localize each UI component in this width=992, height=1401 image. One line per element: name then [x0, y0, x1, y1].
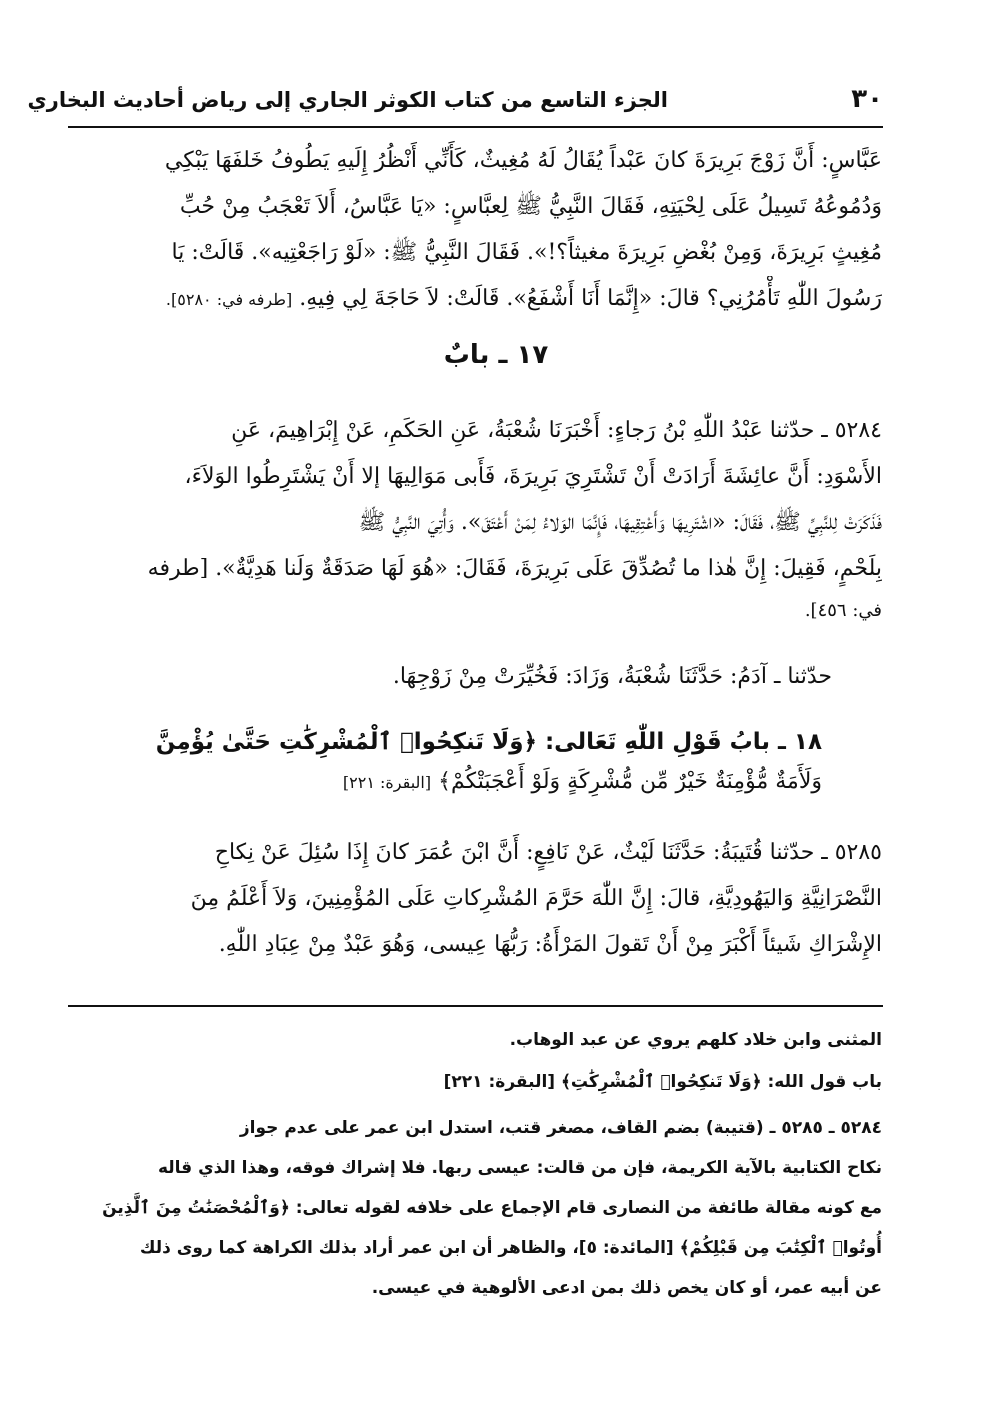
chapter-title-line: ١٨ ـ بابُ قَوْلِ اللّٰهِ تَعَالى: ﴿وَلَا تَنكِحُوا۟ ٱلْمُشْرِكَٰتِ حَتَّىٰ يُؤْمِنَّ — [155, 729, 822, 755]
text-line: مُغِيثٍ بَرِيرَةَ، وَمِنْ بُغْضِ بَرِيرَةَ مغيثاً؟!». فَقَالَ النَّبِيُّ ﷺ: «لَوْ رَاجَعْتِيه». قَالَتْ: يَا — [171, 240, 882, 265]
verse-reference: [البقرة: ٢٢١] — [342, 773, 432, 792]
text-line — [70, 276, 882, 322]
chapter-title-line — [343, 762, 822, 803]
footnote-line: أُوتُوا۟ ٱلْكِتَٰبَ مِن قَبْلِكُمْ﴾ [المائدة: ٥]، والظاهر أن ابن عمر أراد بذلك الكراهة كما روى ذلك — [139, 1238, 882, 1258]
text-line — [70, 654, 882, 700]
footnote-line: نكاح الكتابية بالآية الكريمة، فإن من قالت: عيسى ربها. فلا إشراك فوقه، وهذا الذي قاله — [157, 1158, 882, 1178]
footnote-chapter-title — [70, 1062, 882, 1102]
text-line-content: حدّثنا ـ آدَمُ: حَدَّثَنَا شُعْبَةُ، وَزَادَ: فَخُيِّرَتْ مِنْ زَوْجِهَا. — [392, 664, 832, 689]
page-header — [27, 82, 883, 128]
chapter-heading-18 — [70, 722, 882, 812]
footnote-chapter-text: باب قول الله: ﴿وَلَا تَنكِحُوا۟ ٱلْمُشْرِكَٰتِ﴾ [البقرة: ٢٢١] — [443, 1072, 882, 1092]
footnote-divider — [68, 1005, 883, 1007]
text-line: فَذَكَرَتْ لِلنَّبِيِّ ﷺ، فَقَالَ: «اشْتَرِيهَا وَأَعْتِقِيهَا، فَإِنَّمَا الوَلاءُ لِمَنْ أَعْتَقَ». وَأُتِيَ النَّبِيُّ ﷺ — [358, 510, 882, 535]
footnote-line: المثنى وابن خلاد كلهم يروي عن عبد الوهاب. — [509, 1030, 882, 1050]
text-line: ٥٢٨٤ ـ حدّثنا عَبْدُ اللّٰهِ بْنُ رَجاءٍ: أَخْبَرَنَا شُعْبَةُ، عَنِ الحَكَمِ، عَنْ إِبْرَاهِيمَ، عَنِ — [231, 418, 882, 443]
text-line: الإِشْرَاكِ شَيئاً أَكْبَرَ مِنْ أَنْ تَقولَ المَرْأَةُ: رَبُّهَا عِيسى، وَهُوَ عَبْدٌ مِنْ عِبَادِ اللّٰهِ. — [218, 932, 882, 957]
text-line: النَّصْرَانِيَّةِ وَاليَهُودِيَّةِ، قالَ: إِنَّ اللّٰهَ حَرَّمَ المُشْرِكاتِ عَلَى المُؤْمِنِينَ، وَلاَ أَعْلَمُ مِنَ — [190, 886, 882, 911]
text-line: عَبَّاسٍ: أَنَّ زَوْجَ بَرِيرَةَ كانَ عَبْداً يُقَالُ لَهُ مُغِيثٌ، كَأَنِّي أَنْظُرُ إِلَيهِ يَطُوفُ خَلفَهَا يَبْكِي — [164, 148, 882, 173]
chapter-heading-17: ١٧ ـ بابٌ — [443, 340, 549, 370]
text-line: وَدُمُوعُهُ تَسِيلُ عَلَى لِحْيَتِهِ، فَقَالَ النَّبِيُّ ﷺ لِعبَّاسٍ: «يَا عَبَّاسُ، أَلاَ تَعْجَبُ مِنْ حُبِّ — [179, 194, 882, 219]
text-line-content: رَسُولَ اللّٰهِ تَأْمُرُنِي؟ قالَ: «إِنَّمَا أَنَا أَشْفَعُ». قَالَتْ: لاَ حَاجَةَ لِي فِيهِ. — [299, 286, 882, 311]
text-line: في: ٤٥٦]. — [804, 600, 882, 621]
running-title: الجزء التاسع من كتاب الكوثر الجاري إلى رياض أحاديث البخاري — [27, 88, 668, 112]
text-line: ٥٢٨٥ ـ حدّثنا قُتَيبَةُ: حَدَّثَنَا لَيْثٌ، عَنْ نَافِعٍ: أَنَّ ابْنَ عُمَرَ كانَ إِذَا سُئِلَ عَنْ نِكاحِ — [214, 840, 882, 865]
footnote-line: ٥٢٨٤ ـ ٥٢٨٥ ـ (قتيبة) بضم القاف، مصغر قتب، استدل ابن عمر على عدم جواز — [239, 1118, 882, 1138]
text-line: الأَسْوَدِ: أَنَّ عائِشَةَ أَرَادَتْ أَنْ تَشْتَرِيَ بَرِيرَةَ، فَأَبى مَوَالِيهَا إلا أَنْ يَشْتَرِطُوا الوَلاَءَ، — [184, 464, 882, 489]
footnote-line: مع كونه مقالة طائفة من النصارى قام الإجماع على خلافه لقوله تعالى: ﴿وَٱلْمُحْصَنَٰتُ مِنَ ٱلَّذِينَ — [102, 1198, 882, 1218]
page-number: ٣٠ — [851, 84, 883, 114]
cross-reference: [طرفه في: ٥٢٨٠]. — [165, 290, 293, 309]
footnote-line: عن أبيه عمر، أو كان يخص ذلك بمن ادعى الألوهية في عيسى. — [371, 1278, 882, 1298]
quran-verse: وَلَأَمَةٌ مُّؤْمِنَةٌ خَيْرٌ مِّن مُّشْرِكَةٍ وَلَوْ أَعْجَبَتْكُمْ﴾ — [438, 769, 822, 794]
text-line: بِلَحْمٍ، فَقِيلَ: إِنَّ هٰذا ما تُصُدِّقَ عَلَى بَرِيرَةَ، فَقَالَ: «هُوَ لَهَا صَدَقَةٌ وَلَنا هَدِيَّةٌ». [طرفه — [147, 556, 882, 581]
